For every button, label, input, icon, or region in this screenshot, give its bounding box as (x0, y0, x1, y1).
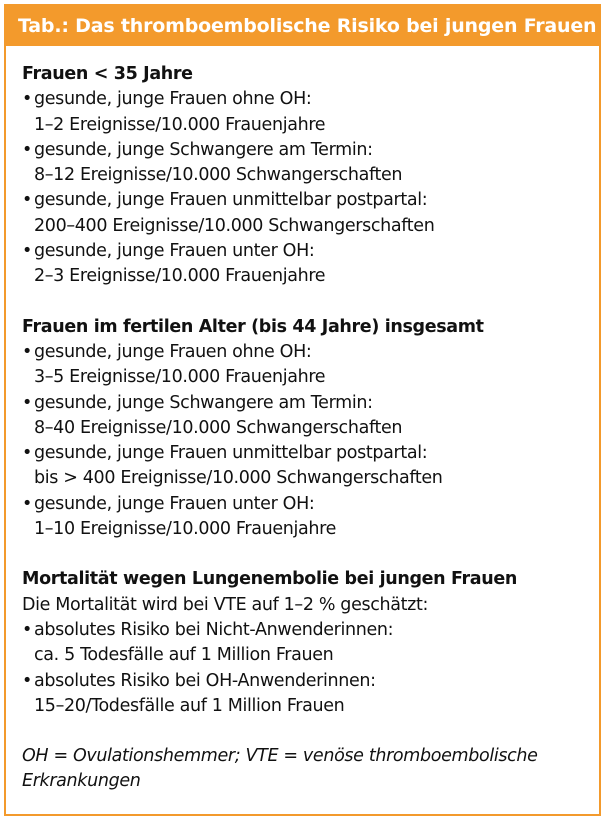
risk-table-box (4, 4, 601, 816)
footnote-line: Erkrankungen (22, 771, 141, 792)
item-value: 1–2 Ereignisse/10.000 Frauenjahre (34, 114, 326, 135)
section-title: Mortalität wegen Lungenembolie bei jungen Frauen (22, 569, 517, 590)
list-item (22, 441, 593, 492)
list-item (22, 138, 593, 189)
item-value: 3–5 Ereignisse/10.000 Frauenjahre (34, 367, 326, 388)
list-item (22, 492, 593, 543)
list-item (22, 87, 593, 138)
item-label: • gesunde, junge Frauen unter OH: (22, 492, 593, 517)
list-item (22, 188, 593, 239)
list-item (22, 669, 593, 720)
section-mortality (22, 567, 593, 719)
item-value: 2–3 Ereignisse/10.000 Frauenjahre (34, 266, 326, 287)
list-item (22, 391, 593, 442)
item-label: • gesunde, junge Frauen ohne OH: (22, 87, 593, 112)
item-label: • gesunde, junge Frauen unmittelbar postpartal: (22, 441, 593, 466)
section-under-35 (22, 62, 593, 290)
section-fertile-age (22, 315, 593, 543)
list-item (22, 239, 593, 290)
list-item (22, 618, 593, 669)
item-value: 1–10 Ereignisse/10.000 Frauenjahre (34, 519, 336, 540)
table-title: Tab.: Das thromboembolische Risiko bei jungen Frauen (18, 15, 597, 37)
item-value: 8–12 Ereignisse/10.000 Schwangerschaften (34, 165, 403, 186)
item-value: 15–20/Todesfälle auf 1 Million Frauen (34, 695, 345, 716)
table-header (6, 6, 599, 46)
section-title: Frauen im fertilen Alter (bis 44 Jahre) insgesamt (22, 316, 484, 337)
item-value: ca. 5 Todesfälle auf 1 Million Frauen (34, 645, 334, 666)
list-item (22, 340, 593, 391)
section-title: Frauen < 35 Jahre (22, 64, 193, 84)
item-label: • absolutes Risiko bei Nicht-Anwenderinnen: (22, 618, 593, 643)
section-intro: Die Mortalität wird bei VTE auf 1–2 % geschätzt: (22, 594, 429, 615)
item-label: • gesunde, junge Frauen ohne OH: (22, 340, 593, 365)
footnote (22, 744, 593, 795)
item-label: • gesunde, junge Frauen unmittelbar postpartal: (22, 188, 593, 213)
item-label: • absolutes Risiko bei OH-Anwenderinnen: (22, 669, 593, 694)
item-value: bis > 400 Ereignisse/10.000 Schwangerschaften (34, 468, 443, 489)
item-label: • gesunde, junge Schwangere am Termin: (22, 391, 593, 416)
table-content (22, 62, 593, 795)
footnote-line: OH = Ovulationshemmer; VTE = venöse thromboembolische (22, 746, 538, 767)
item-value: 200–400 Ereignisse/10.000 Schwangerschaften (34, 215, 435, 236)
item-label: • gesunde, junge Frauen unter OH: (22, 239, 593, 264)
item-label: • gesunde, junge Schwangere am Termin: (22, 138, 593, 163)
item-value: 8–40 Ereignisse/10.000 Schwangerschaften (34, 417, 403, 438)
